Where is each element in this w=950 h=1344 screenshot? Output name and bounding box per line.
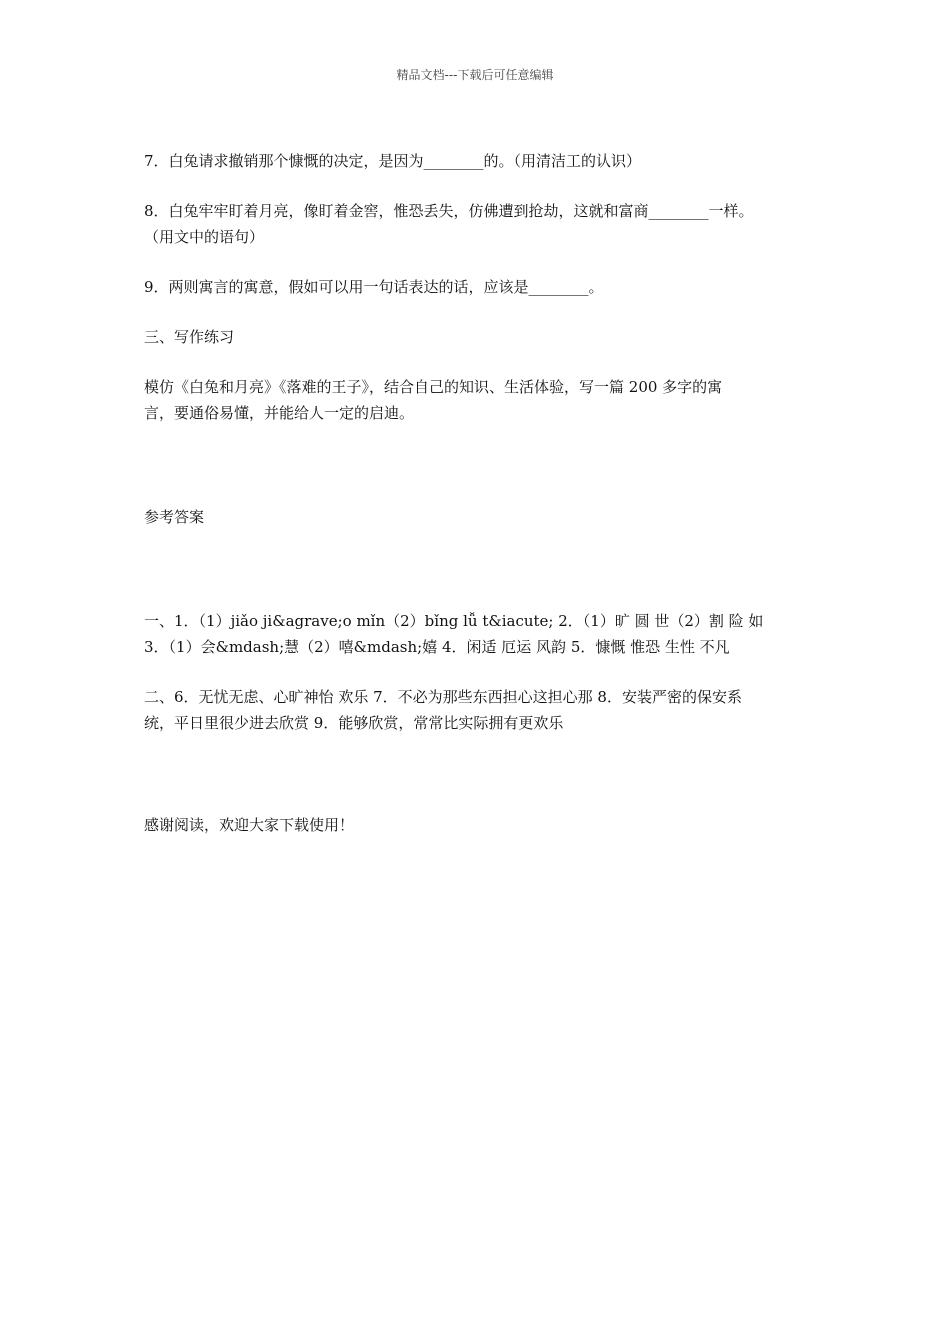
- question-8-line-2: （用文中的语句）: [144, 228, 265, 246]
- answers-part-1-line-2: 3．（1）会&mdash;慧（2）嘻&mdash;嬉 4．闲适 厄运 风韵 5．慷慨 惟恐 生性 不凡: [144, 638, 730, 656]
- answers-part-2-line-2: 统，平日里很少进去欣赏 9．能够欣赏，常常比实际拥有更欢乐: [144, 714, 564, 732]
- answers-heading: 参考答案: [144, 508, 205, 526]
- closing-thanks: 感谢阅读，欢迎大家下载使用！: [144, 816, 355, 834]
- document-body: [144, 148, 820, 838]
- writing-task-line-2: 言，要通俗易懂，并能给人一定的启迪。: [144, 404, 415, 422]
- section-3-heading: 三、写作练习: [144, 328, 235, 346]
- page-header: 精品文档---下载后可任意编辑: [396, 68, 554, 82]
- answers-part-1-line-1: 一、1．（1）jiǎo ji&agrave;o mǐn（2）bǐng lǚ t&iacute; 2．（1）旷 圆 世（2）割 险 如: [144, 612, 764, 630]
- question-9: 9．两则寓言的寓意，假如可以用一句话表达的话，应该是________。: [144, 278, 604, 296]
- question-8-line-1: 8．白兔牢牢盯着月亮，像盯着金窖，惟恐丢失，仿佛遭到抢劫，这就和富商________一样。: [144, 202, 754, 220]
- writing-task-line-1: 模仿《白兔和月亮》《落难的王子》，结合自己的知识、生活体验，写一篇 200 多字的寓: [144, 378, 723, 396]
- answers-part-2-line-1: 二、6．无忧无虑、心旷神怡 欢乐 7．不必为那些东西担心这担心那 8．安装严密的保安系: [144, 688, 742, 706]
- question-7: 7．白兔请求撤销那个慷慨的决定，是因为________的。（用清洁工的认识）: [144, 152, 642, 170]
